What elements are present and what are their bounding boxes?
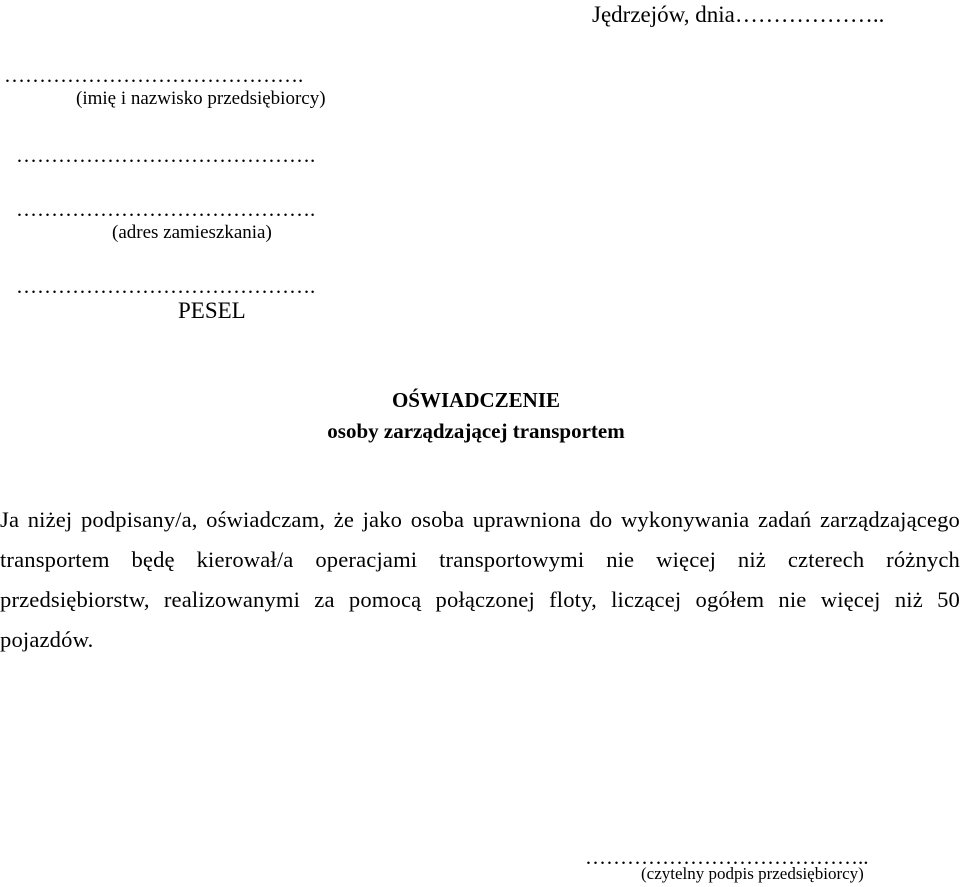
name-dotted-line: ……………………………………. (4, 63, 304, 87)
address-dotted-line-2: ……………………………………. (16, 197, 316, 221)
name-caption: (imię i nazwisko przedsiębiorcy) (76, 88, 326, 109)
pesel-dotted-line: ……………………………………. (16, 274, 316, 298)
pesel-caption: PESEL (178, 298, 246, 323)
signature-caption: (czytelny podpis przedsiębiorcy) (641, 864, 864, 883)
address-caption: (adres zamieszkania) (112, 222, 272, 243)
signature-dotted-line: ………………………………….. (585, 845, 869, 869)
address-dotted-line-1: ……………………………………. (16, 143, 316, 167)
place-and-date: Jędrzejów, dnia……………….. (592, 2, 885, 27)
statement-title: OŚWIADCZENIE (391, 388, 561, 412)
statement-subtitle: osoby zarządzającej transportem (327, 419, 625, 443)
statement-body: Ja niżej podpisany/a, oświadczam, że jako osoba uprawniona do wykonywania zadań zarządzającego transportem będę kierował/a operacjami transportowymi nie więcej niż czterech różnych przedsiębiorstw, realizowanymi za pomocą połączonej floty, liczącej ogółem nie więcej niż 50 pojazdów. (0, 507, 960, 652)
